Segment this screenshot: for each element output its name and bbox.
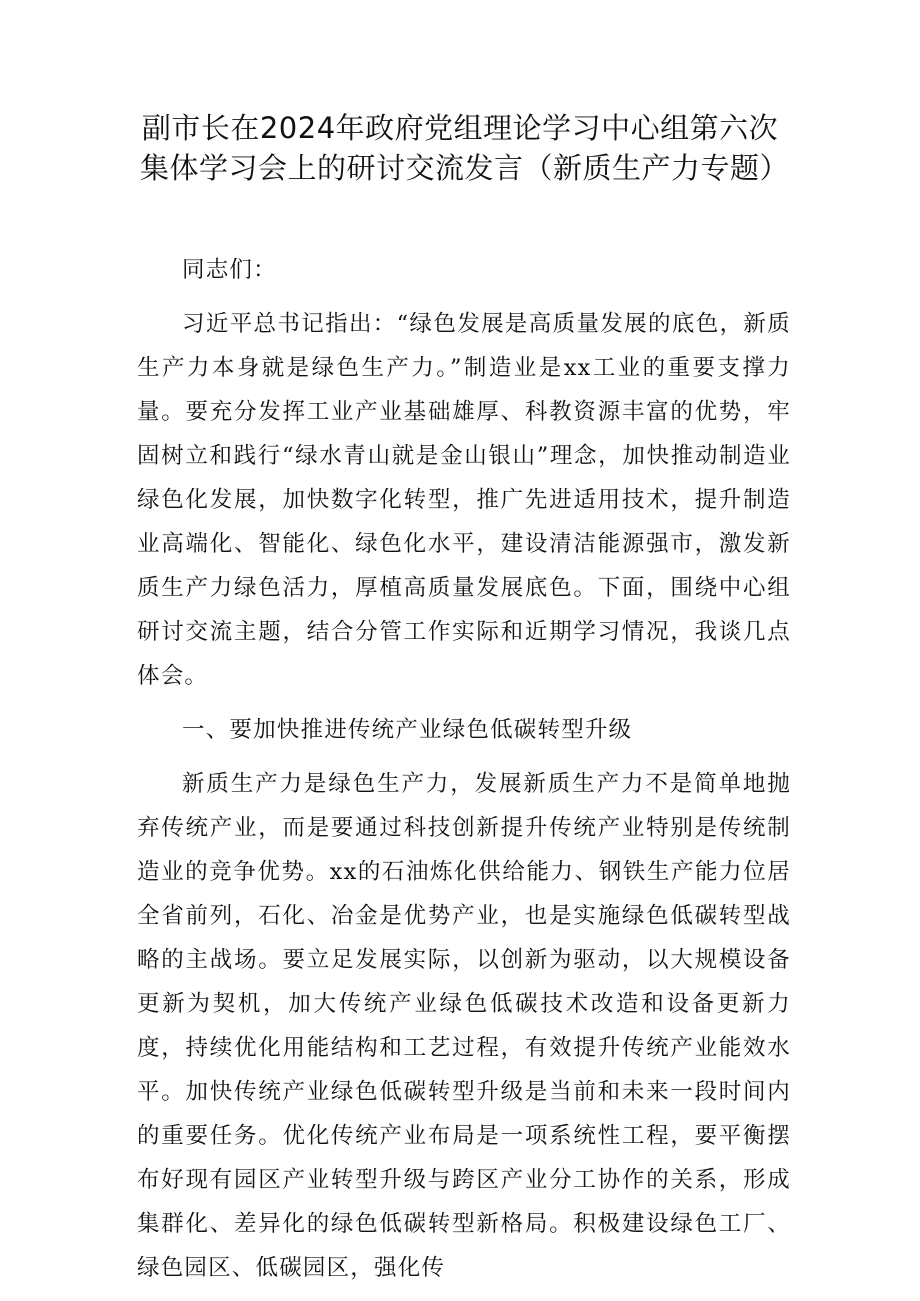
salutation: 同志们： bbox=[182, 257, 277, 283]
intro-paragraph: 习近平总书记指出：“绿色发展是高质量发展的底色，新质生产力本身就是绿色生产力。”制造业是xx工业的重要支撑力量。要充分发挥工业产业基础雄厚、科教资源丰富的优势，牢固树立和践行“绿水青山就是金山银山”理念，加快推动制造业绿色化发展，加快数字化转型，推广先进适用技术，提升制造业高端化、智能化、绿色化水平，建设清洁能源强市，激发新质生产力绿色活力，厚植高质量发展底色。下面，围绕中心组研讨交流主题，结合分管工作实际和近期学习情况，我谈几点体会。 bbox=[137, 311, 791, 689]
document-body bbox=[137, 248, 791, 1300]
document-title: 副市长在2024年政府党组理论学习中心组第六次集体学习会上的研讨交流发言（新质生产力专题） bbox=[140, 111, 790, 185]
section-heading: 一、要加快推进传统产业绿色低碳转型升级 bbox=[182, 717, 633, 743]
section-paragraph: 新质生产力是绿色生产力，发展新质生产力不是简单地抛弃传统产业，而是要通过科技创新提升传统产业特别是传统制造业的竞争优势。xx的石油炼化供给能力、钢铁生产能力位居全省前列，石化、冶金是优势产业，也是实施绿色低碳转型战略的主战场。要立足发展实际，以创新为驱动，以大规模设备更新为契机，加大传统产业绿色低碳技术改造和设备更新力度，持续优化用能结构和工艺过程，有效提升传统产业能效水平。加快传统产业绿色低碳转型升级是当前和未来一段时间内的重要任务。优化传统产业布局是一项系统性工程，要平衡摆布好现有园区产业转型升级与跨区产业分工协作的关系，形成集群化、差异化的绿色低碳转型新格局。积极建设绿色工厂、绿色园区、低碳园区，强化传 bbox=[137, 771, 791, 1281]
